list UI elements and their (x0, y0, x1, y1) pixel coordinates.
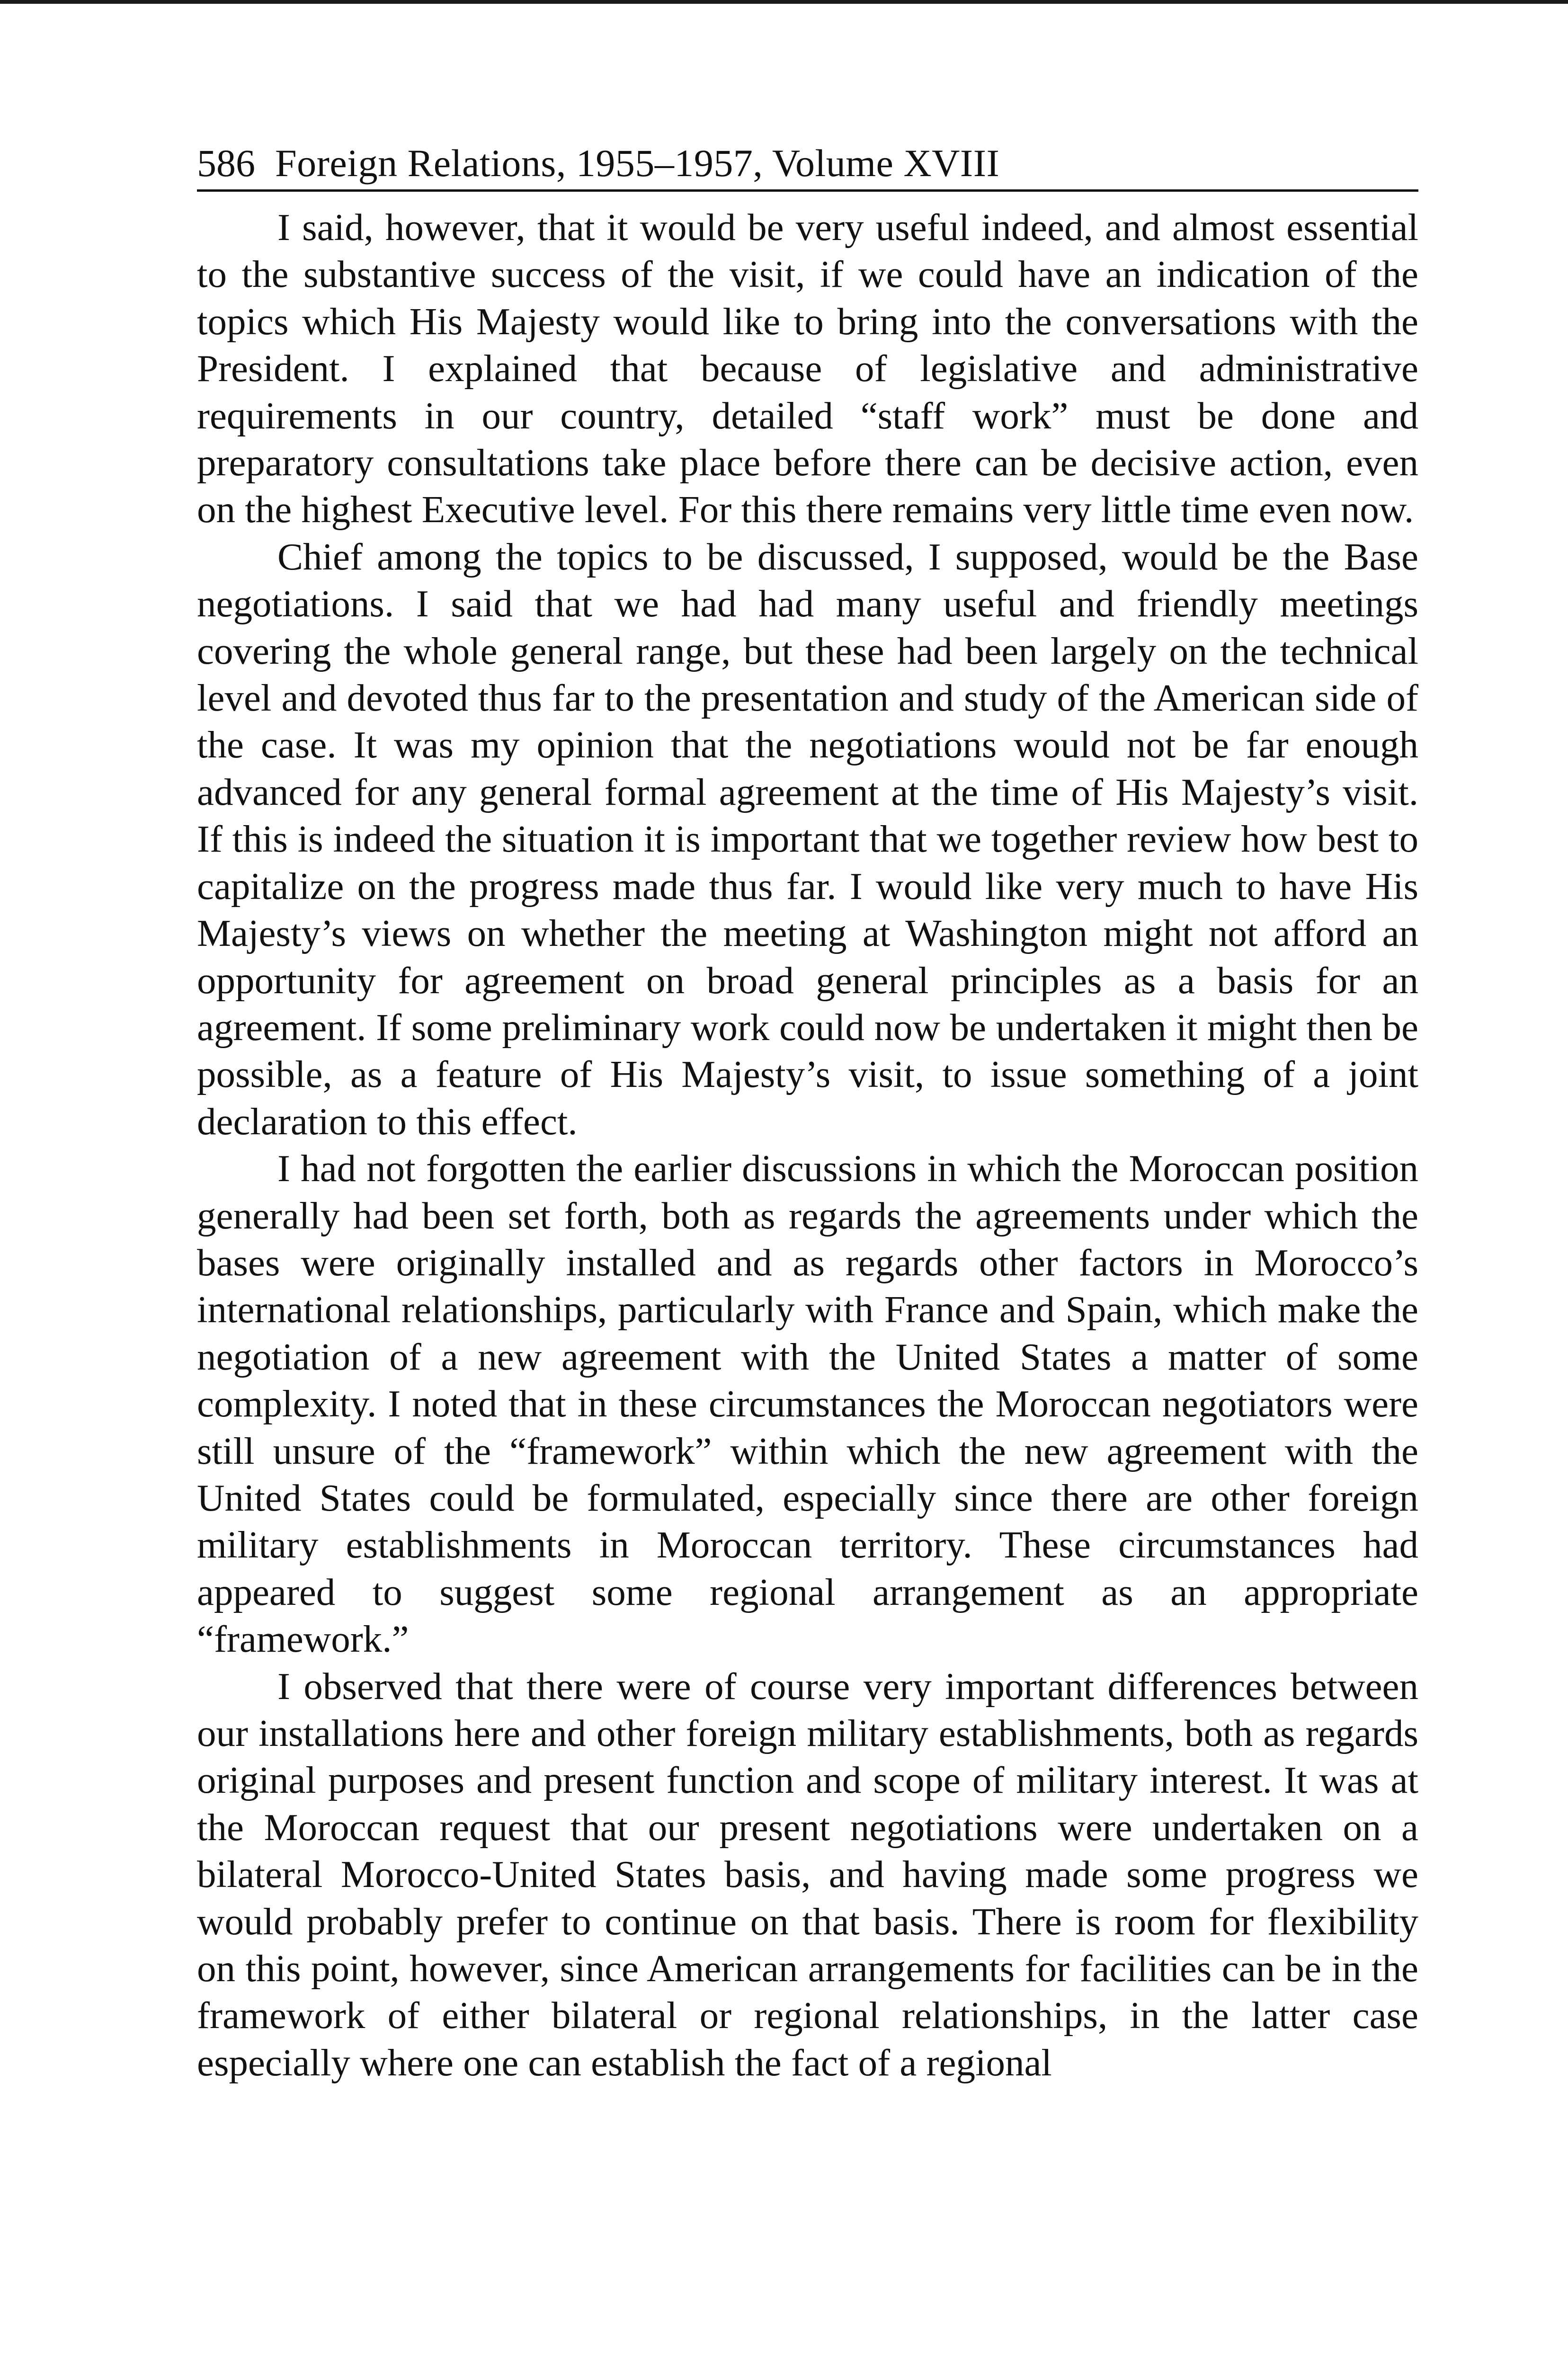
running-header (197, 137, 1418, 192)
volume-title: Foreign Relations, 1955–1957, Volume XVIII (275, 142, 1000, 185)
page-number: 586 (197, 142, 255, 185)
body-text (197, 204, 1418, 2086)
paragraph-moroccan-position: I had not forgotten the earlier discussions in which the Moroccan position generally had been set forth, both as regards the agreements under which the bases were originally installed and as regards other factors in Morocco’s international relationships, particularly with France and Spain, which make the negotiation of a new agreement with the United States a matter of some complexity. I noted that in these circumstances the Moroccan negotiators were still unsure of the “framework” within which the new agreement with the United States could be formulated, especially since there are other foreign military establishments in Moroccan territory. These circumstances had appeared to suggest some regional arrangement as an appropriate “framework.” (197, 1147, 1418, 1661)
paragraph-staff-work: I said, however, that it would be very useful indeed, and almost essential to the substantive success of the visit, if we could have an indication of the topics which His Majesty would like to bring into the conversations with the President. I explained that because of legislative and administrative requirements in our country, detailed “staff work” must be done and preparatory consultations take place before there can be decisive action, even on the highest Executive level. For this there remains very little time even now. (197, 206, 1418, 531)
document-page (197, 137, 1418, 2086)
paragraph-installations-differences: I observed that there were of course very important differences between our installations here and other foreign military establishments, both as regards original purposes and present function and scope of military interest. It was at the Moroccan request that our present negotiations were undertaken on a bilateral Morocco-United States basis, and having made some progress we would probably prefer to continue on that basis. There is room for flexibility on this point, however, since American arrangements for facilities can be in the framework of either bilateral or regional relationships, in the latter case especially where one can establish the fact of a regional (197, 1664, 1418, 2084)
paragraph-base-negotiations: Chief among the topics to be discussed, I supposed, would be the Base negotiations. I said that we had had many useful and friendly meetings covering the whole general range, but these had been largely on the technical level and devoted thus far to the presentation and study of the American side of the case. It was my opinion that the negotiations would not be far enough advanced for any general formal agreement at the time of His Majesty’s visit. If this is indeed the situation it is important that we together review how best to capitalize on the progress made thus far. I would like very much to have His Majesty’s views on whether the meeting at Washington might not afford an opportunity for agreement on broad general principles as a basis for an agreement. If some preliminary work could now be undertaken it might then be possible, as a feature of His Majesty’s visit, to issue something of a joint declaration to this effect. (197, 535, 1418, 1143)
page-edge-rule (0, 0, 1568, 4)
